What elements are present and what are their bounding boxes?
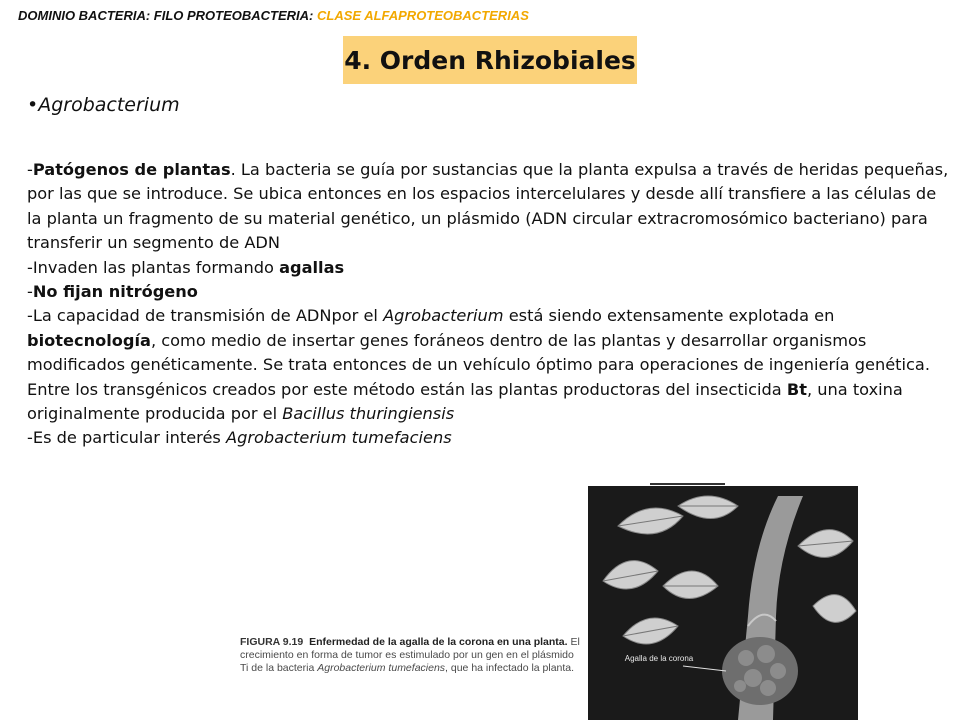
slide-title-box <box>343 36 637 84</box>
p2-bold: agallas <box>279 257 345 277</box>
figure-caption-a: El crecimiento en forma de tumor es estimulado por un gen en el plásmido Ti de la bacteria <box>240 636 580 674</box>
p4-italic1: Agrobacterium <box>383 306 504 326</box>
p4-b: está siendo extensamente explotada en <box>503 306 835 326</box>
p3-bold: No fijan nitrógeno <box>32 282 198 302</box>
figure-top-rule <box>650 483 725 485</box>
p2-text: -Invaden las plantas formando <box>27 257 280 277</box>
crown-gall-photo <box>588 486 858 720</box>
paragraph-biotech <box>27 304 952 426</box>
genus-heading: •Agrobacterium <box>27 94 180 116</box>
slide-title: 4. Orden Rhizobiales <box>344 45 636 75</box>
figure-caption-italic: Agrobacterium tumefaciens <box>317 662 446 674</box>
p4-d: , una toxina originalmente producida por el <box>27 379 903 424</box>
p4-bold1: biotecnología <box>27 330 151 350</box>
gall-label: Agalla de la corona <box>624 654 694 663</box>
p1-bold: Patógenos de plantas <box>32 160 231 179</box>
paragraph-nitrogen <box>27 280 952 304</box>
crown-gall-illustration <box>588 486 858 720</box>
figure-title: Enfermedad de la agalla de la corona en una planta. <box>309 636 568 648</box>
breadcrumb-path: DOMINIO BACTERIA: FILO PROTEOBACTERIA: <box>18 8 317 23</box>
p4-c: , como medio de insertar genes foráneos dentro de las plantas y desarrollar organismos modificados genéticamente. Se trata entonces de un vehículo óptimo para operaciones de ingeniería genética. Entre los transgénicos creados por este método están las plantas productoras del insecticida <box>27 330 930 399</box>
paragraph-tumefaciens <box>27 426 952 450</box>
p4-a: -La capacidad de transmisión de ADNpor el <box>27 306 384 326</box>
figure-caption-b: , que ha infectado la planta. <box>445 662 575 674</box>
paragraph-galls <box>27 256 952 280</box>
breadcrumb <box>18 8 529 23</box>
p1-dash: - <box>27 160 33 179</box>
p4-italic2: Bacillus thuringiensis <box>282 404 455 424</box>
paragraph-pathogens <box>27 158 952 256</box>
p5-text: -Es de particular interés <box>27 428 227 448</box>
breadcrumb-class: CLASE ALFAPROTEOBACTERIAS <box>317 8 529 23</box>
figure-caption <box>240 636 580 675</box>
p5-italic: Agrobacterium tumefaciens <box>226 428 452 448</box>
p1-rest: . La bacteria se guía por sustancias que la planta expulsa a través de heridas pequeñas, por las que se introduce. Se ubica entonces en los espacios intercelulares y desde allí transfiere a las células de la planta un fragmento de su material genético, un plásmido (ADN circular extracromosómico bacteriano) para transferir un segmento de ADN <box>27 160 949 253</box>
p4-bold2: Bt <box>786 379 807 399</box>
figure-number: FIGURA 9.19 <box>240 636 304 648</box>
p3-text: - <box>27 282 33 302</box>
body-text <box>27 158 952 451</box>
